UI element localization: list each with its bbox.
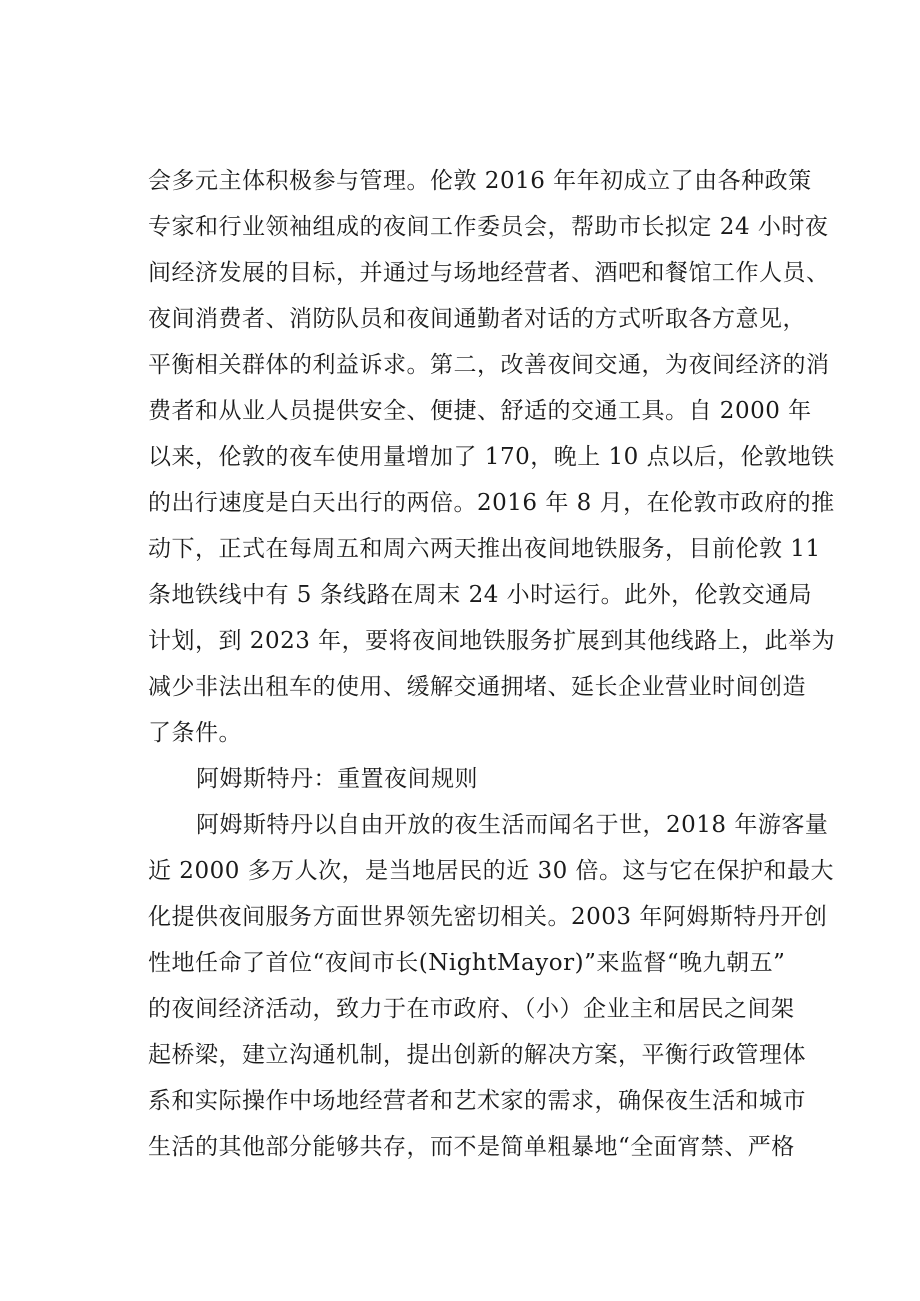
paragraph-1-line-9: 动下，正式在每周五和周六两天推出夜间地铁服务，目前伦敦 11	[148, 536, 821, 562]
paragraph-1-line-4: 夜间消费者、消防队员和夜间通勤者对话的方式听取各方意见，	[148, 306, 806, 332]
paragraph-1-line-8: 的出行速度是白天出行的两倍。2016 年 8 月，在伦敦市政府的推	[148, 490, 835, 516]
paragraph-1-line-7: 以来，伦敦的夜车使用量增加了 170，晚上 10 点以后，伦敦地铁	[148, 444, 835, 470]
paragraph-1-line-13: 了条件。	[148, 720, 242, 746]
paragraph-2-line-6: 起桥梁，建立沟通机制，提出创新的解决方案，平衡行政管理体	[148, 1042, 806, 1068]
paragraph-1-line-5: 平衡相关群体的利益诉求。第二，改善夜间交通，为夜间经济的消	[148, 352, 830, 378]
paragraph-1-line-3: 间经济发展的目标，并通过与场地经营者、酒吧和餐馆工作人员、	[148, 260, 830, 286]
paragraph-2-line-4: 性地任命了首位“夜间市长(NightMayor)”来监督“晚九朝五”	[148, 950, 786, 976]
paragraph-1-line-10: 条地铁线中有 5 条线路在周末 24 小时运行。此外，伦敦交通局	[148, 582, 813, 608]
paragraph-2-line-2: 近 2000 多万人次，是当地居民的近 30 倍。这与它在保护和最大	[148, 858, 835, 884]
paragraph-2-line-7: 系和实际操作中场地经营者和艺术家的需求，确保夜生活和城市	[148, 1088, 806, 1114]
paragraph-1-line-6: 费者和从业人员提供安全、便捷、舒适的交通工具。自 2000 年	[148, 398, 812, 424]
section-heading: 阿姆斯特丹：重置夜间规则	[196, 766, 478, 792]
paragraph-2-line-1: 阿姆斯特丹以自由开放的夜生活而闻名于世，2018 年游客量	[196, 812, 829, 838]
paragraph-1-line-11: 计划，到 2023 年，要将夜间地铁服务扩展到其他线路上，此举为	[148, 628, 836, 654]
paragraph-1-line-2: 专家和行业领袖组成的夜间工作委员会，帮助市长拟定 24 小时夜	[148, 214, 829, 240]
paragraph-1-line-12: 减少非法出租车的使用、缓解交通拥堵、延长企业营业时间创造	[148, 674, 806, 700]
paragraph-1-line-1: 会多元主体积极参与管理。伦敦 2016 年年初成立了由各种政策	[148, 168, 812, 194]
paragraph-2-line-3: 化提供夜间服务方面世界领先密切相关。2003 年阿姆斯特丹开创	[148, 904, 828, 930]
paragraph-2-line-5: 的夜间经济活动，致力于在市政府、（小）企业主和居民之间架	[148, 996, 795, 1022]
paragraph-2-line-8: 生活的其他部分能够共存，而不是简单粗暴地“全面宵禁、严格	[148, 1134, 795, 1160]
